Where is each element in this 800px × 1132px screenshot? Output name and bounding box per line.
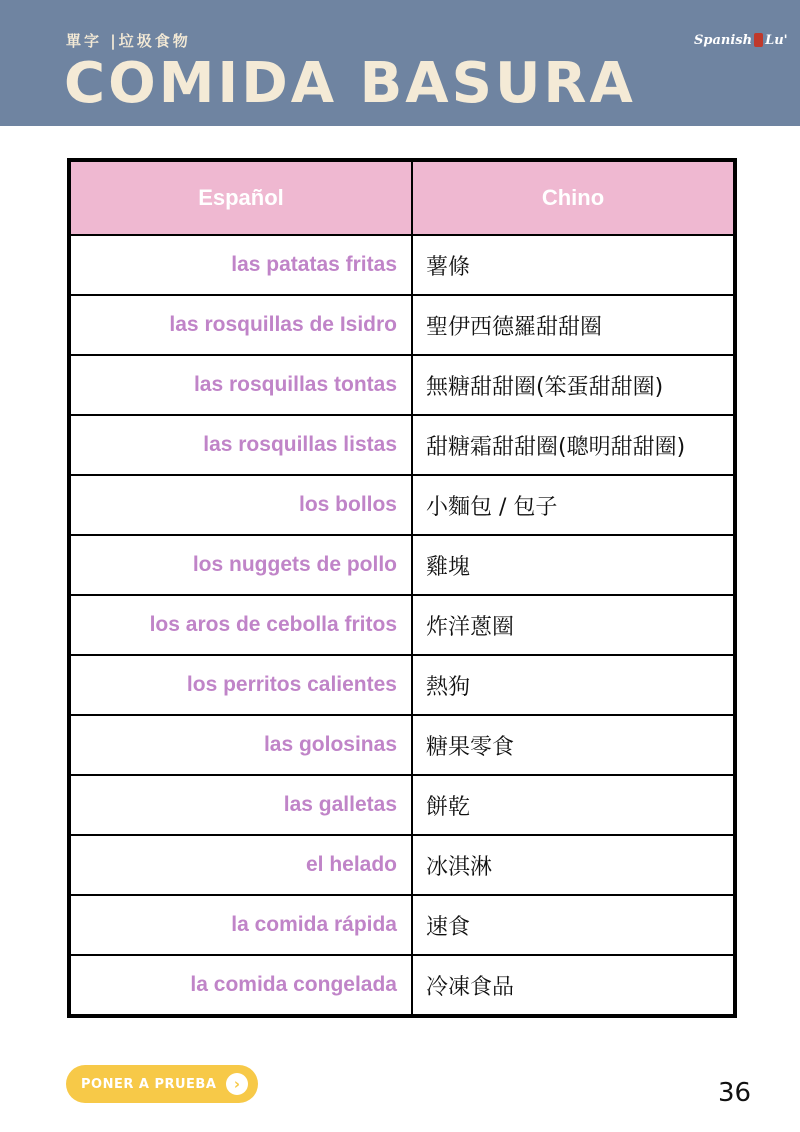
- table-row: [69, 295, 735, 355]
- page-header: [0, 0, 800, 126]
- page-number: 36: [718, 1078, 752, 1108]
- spanish-term: los perritos calientes: [69, 655, 412, 715]
- vocabulary-table: [67, 158, 737, 1018]
- spanish-term: las golosinas: [69, 715, 412, 775]
- table-row: [69, 775, 735, 835]
- table-row: [69, 595, 735, 655]
- practice-button[interactable]: [66, 1065, 258, 1103]
- spanish-term: los nuggets de pollo: [69, 535, 412, 595]
- table-row: [69, 355, 735, 415]
- brand-logo: [694, 30, 788, 50]
- column-header-spanish: Español: [69, 160, 412, 235]
- table-row: [69, 415, 735, 475]
- chinese-term: 聖伊西德羅甜甜圈: [412, 295, 735, 355]
- spanish-term: las patatas fritas: [69, 235, 412, 295]
- chinese-term: 無糖甜甜圈(笨蛋甜甜圈): [412, 355, 735, 415]
- table-row: [69, 535, 735, 595]
- table-row: [69, 235, 735, 295]
- table-row: [69, 715, 735, 775]
- spanish-term: las rosquillas tontas: [69, 355, 412, 415]
- spanish-term: las rosquillas de Isidro: [69, 295, 412, 355]
- chinese-term: 熱狗: [412, 655, 735, 715]
- chinese-term: 餅乾: [412, 775, 735, 835]
- table-row: [69, 475, 735, 535]
- table-row: [69, 955, 735, 1016]
- chinese-term: 甜糖霜甜甜圈(聰明甜甜圈): [412, 415, 735, 475]
- chinese-term: 小麵包 / 包子: [412, 475, 735, 535]
- table-row: [69, 835, 735, 895]
- practice-button-label: PONER A PRUEBA: [81, 1076, 217, 1092]
- spanish-term: los aros de cebolla fritos: [69, 595, 412, 655]
- spanish-term: la comida congelada: [69, 955, 412, 1016]
- table-header-row: [69, 160, 735, 235]
- spanish-term: las rosquillas listas: [69, 415, 412, 475]
- spanish-term: las galletas: [69, 775, 412, 835]
- logo-mark-icon: [754, 33, 763, 47]
- column-header-chinese: Chino: [412, 160, 735, 235]
- logo-text-left: Spanish: [694, 32, 753, 48]
- chinese-term: 糖果零食: [412, 715, 735, 775]
- table-row: [69, 655, 735, 715]
- chinese-term: 冰淇淋: [412, 835, 735, 895]
- page-subtitle: 單字 |垃圾食物: [66, 32, 191, 50]
- spanish-term: los bollos: [69, 475, 412, 535]
- chinese-term: 炸洋蔥圈: [412, 595, 735, 655]
- chinese-term: 速食: [412, 895, 735, 955]
- table-row: [69, 895, 735, 955]
- logo-text-right: Lu': [765, 32, 788, 48]
- spanish-term: la comida rápida: [69, 895, 412, 955]
- spanish-term: el helado: [69, 835, 412, 895]
- chinese-term: 雞塊: [412, 535, 735, 595]
- page-title: COMIDA BASURA: [64, 51, 636, 116]
- chevron-right-icon: ›: [226, 1073, 248, 1095]
- chinese-term: 薯條: [412, 235, 735, 295]
- chinese-term: 冷凍食品: [412, 955, 735, 1016]
